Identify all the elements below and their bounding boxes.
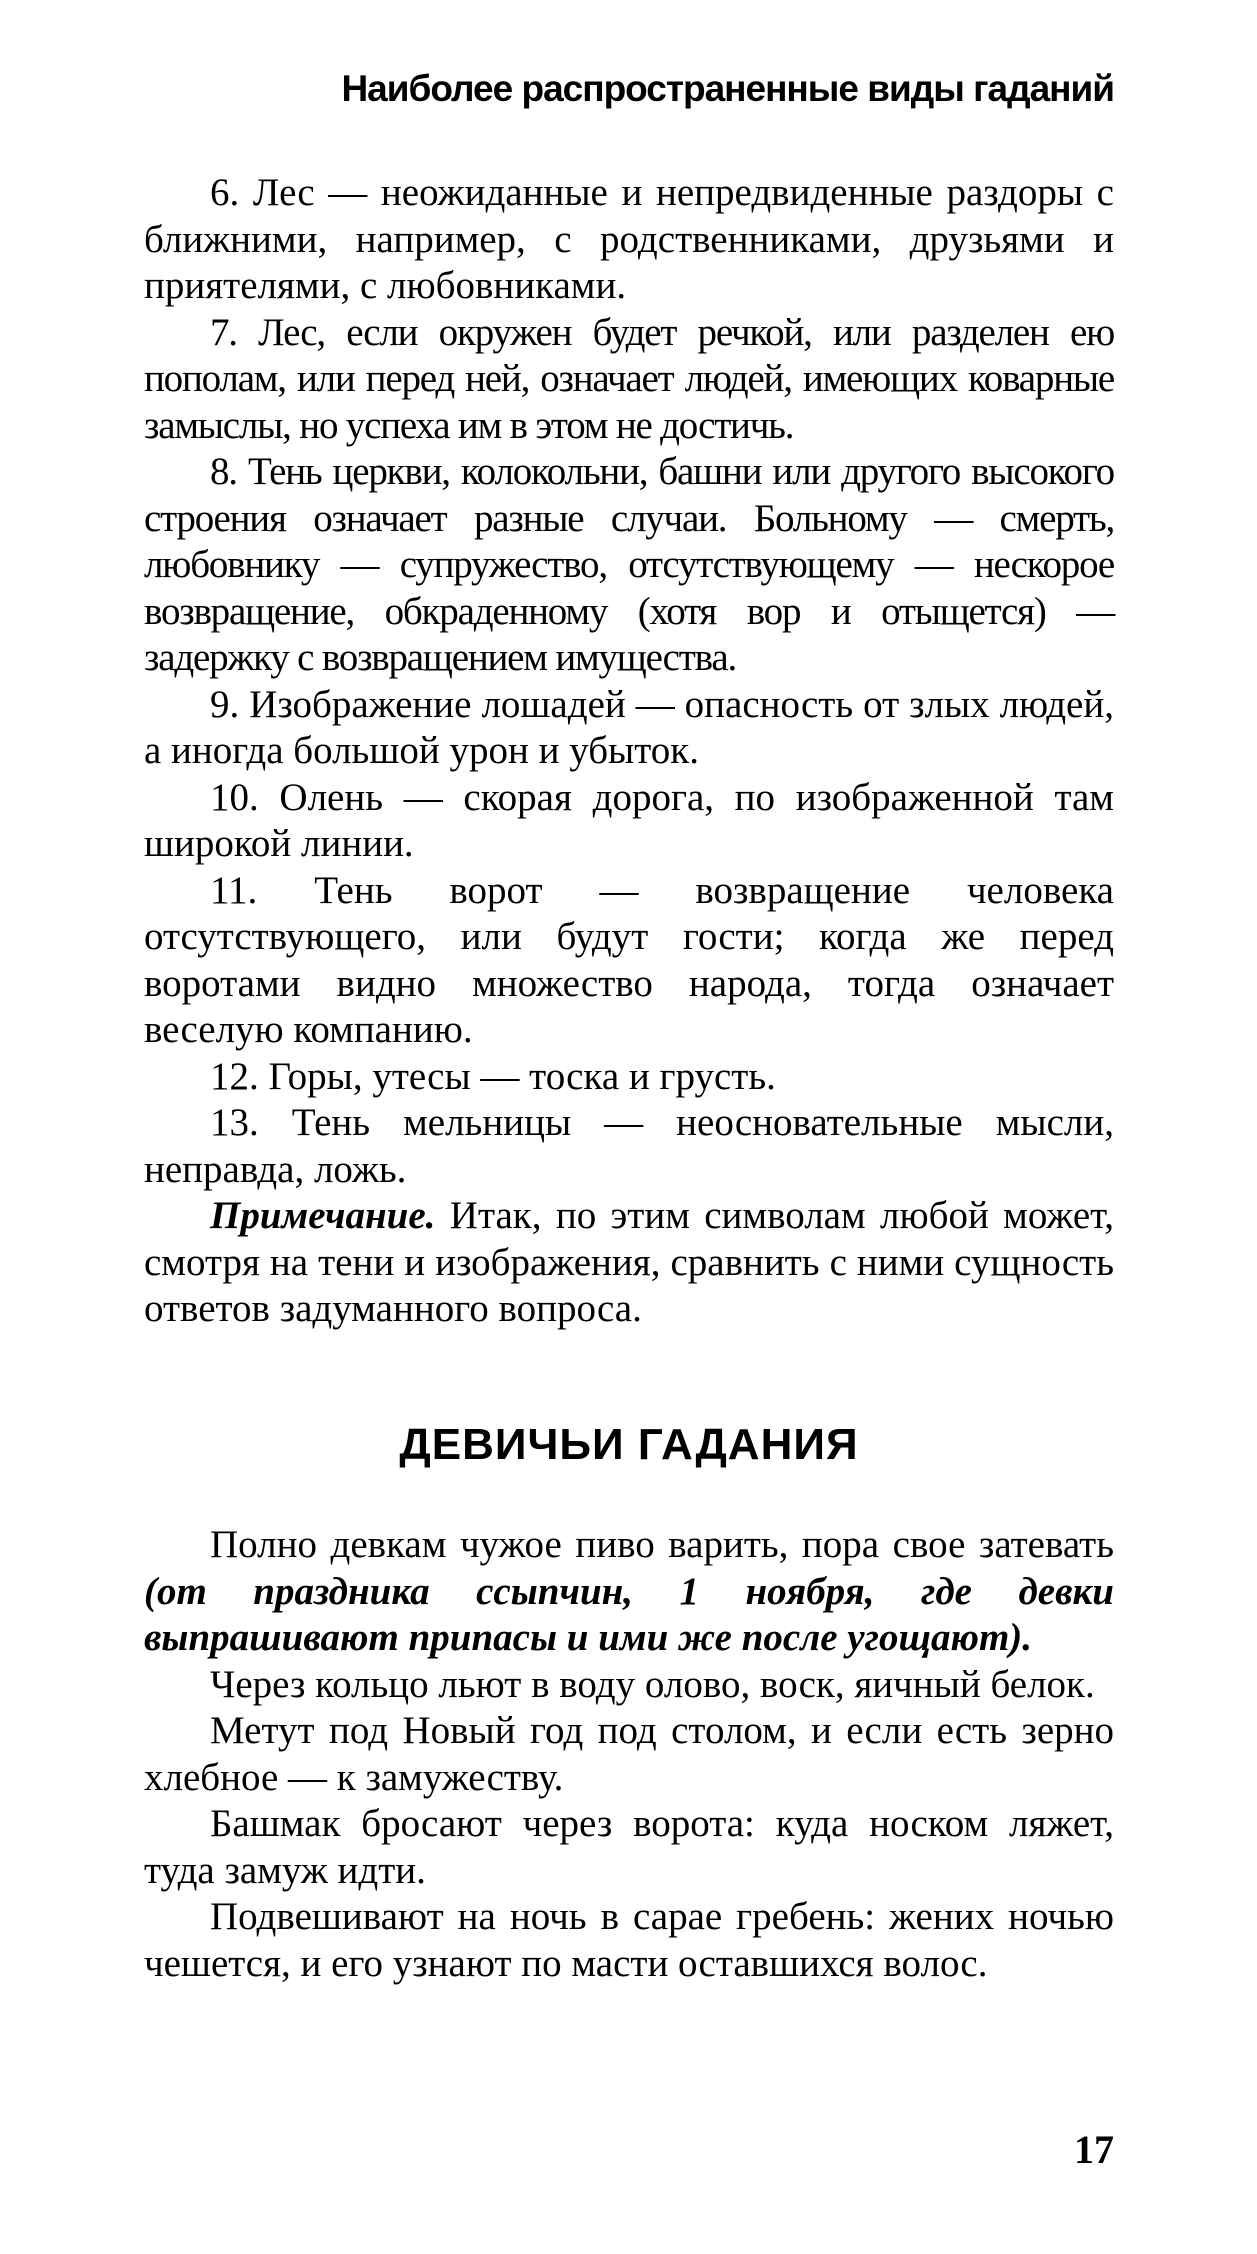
section-intro — [144, 1522, 1114, 1662]
paragraph-item-6: 6. Лес — неожиданные и непредвиденные раздоры с ближними, например, с родственниками, друзьями и приятелями, с любовниками. — [144, 171, 1114, 307]
paragraph-item-11: 11. Тень ворот — возвращение человека отсутствующего, или будут гости; когда же перед воротами видно множество народа, тогда означает веселую компанию. — [144, 868, 1114, 1051]
section-heading: ДЕВИЧЬИ ГАДАНИЯ — [399, 1420, 859, 1469]
section-body — [144, 1522, 1114, 1987]
page-number: 17 — [1074, 2127, 1114, 2172]
book-page — [144, 0, 1114, 2254]
section-paragraph: Подвешивают на ночь в сарае гребень: жених ночью чешется, и его узнают по масти оставшихся волос. — [144, 1895, 1114, 1985]
section-paragraph: Метут под Новый год под столом, и если есть зерно хлебное — к замужеству. — [144, 1709, 1114, 1799]
section-intro-text: Полно девкам чужое пиво варить, пора свое затевать — [210, 1523, 1114, 1566]
note-label: Примечание. — [210, 1194, 436, 1237]
section-paragraph: Через кольцо льют в воду олово, воск, яичный белок. — [210, 1662, 1095, 1706]
paragraph-item-8: 8. Тень церкви, колокольни, башни или другого высокого строения означает разные случаи. Больному — смерть, любовнику — супружество, отсутствующему — нескорое возвращение, обкраденному (хотя вор и отыщется) — задержку с возвращением имущества. — [144, 450, 1114, 679]
section-intro-aside: (от праздника ссыпчин, 1 ноября, где девки выпрашивают припасы и ими же после угощают). — [144, 1569, 1114, 1659]
paragraph-item-12: 12. Горы, утесы — тоска и грусть. — [210, 1054, 776, 1098]
paragraph-item-9: 9. Изображение лошадей — опасность от злых людей, а иногда большой урон и убыток. — [144, 682, 1114, 772]
paragraph-item-13: 13. Тень мельницы — неосновательные мысли, неправда, ложь. — [144, 1101, 1114, 1191]
section-paragraph: Башмак бросают через ворота: куда носком ляжет, туда замуж идти. — [144, 1802, 1114, 1892]
paragraph-item-7: 7. Лес, если окружен будет речкой, или разделен ею пополам, или перед ней, означает людей, имеющих коварные замыслы, но успеха им в этом не достичь. — [144, 310, 1114, 447]
note-paragraph — [144, 1193, 1114, 1333]
symbol-list — [144, 170, 1114, 1333]
paragraph-item-10: 10. Олень — скорая дорога, по изображенной там широкой линии. — [144, 775, 1114, 865]
note-text: Итак, по этим символам любой может, смотря на тени и изображения, сравнить с ними сущность ответов задуманного вопроса. — [144, 1194, 1114, 1330]
running-head: Наиболее распространенные виды гаданий — [341, 68, 1114, 109]
